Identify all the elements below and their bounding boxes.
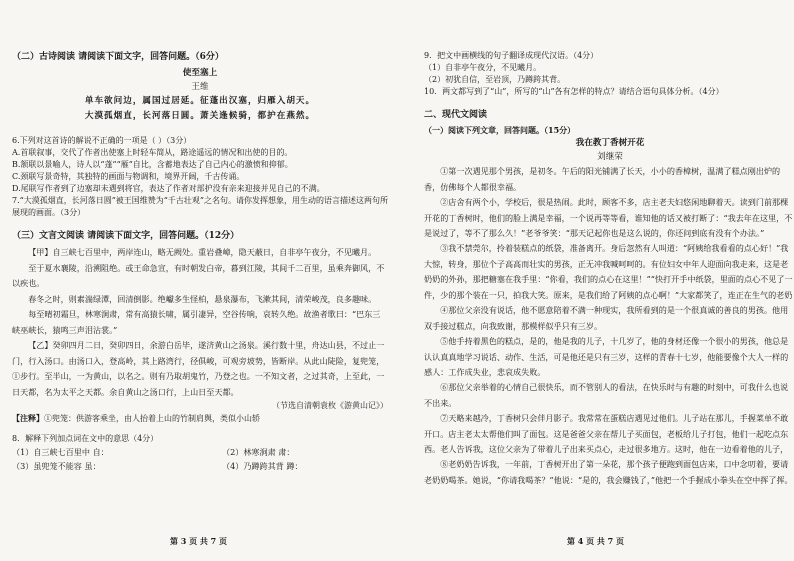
q9-item-1: （1）自非亭午夜分，不见曦月。: [424, 63, 542, 72]
yi-paragraph: 【乙】癸卯四月二日，癸卯四日，余游白岳毕，遂济黄山之汤泉。溪行数十里，舟达山县，不过止一门，行入汤口。由汤口入，登高岭，其上路湾行，径俱峻，可观旁坡势，皆断岸。从此山陡险，复兜笼，①步行。至半山，一为黄山，以名之。则有乃取胡鬼竹，乃登之也。一不知文者，之过其奇，上至此，一日天都，名为太平之天都。余自黄山之汤口行，上山日至天都。: [12, 340, 385, 397]
q8-row-2: [12, 459, 388, 473]
jia-paragraph-3: 春冬之时，则素湍绿潭，回清倒影。绝巘多生怪柏，悬泉瀑布，飞漱其间，清荣峻茂，良多趣味。: [28, 293, 377, 304]
right-page: [397, 0, 794, 561]
q8-item-1: （1）自三峡七百里中 自：: [12, 447, 109, 457]
question-8: 8．解释下列加点词在文中的意思（4分）: [12, 434, 159, 443]
annotation: [12, 412, 388, 425]
page-footer-left: 第 3 页 共 7 页: [169, 536, 228, 546]
jia-paragraph-4: 每至晴初霜旦，林寒涧肃，常有高猿长啸，属引凄异，空谷传响，哀转久绝。故渔者歌曰：“巴东三峡巫峡长，猿鸣三声泪沾裳。”: [12, 309, 381, 335]
q8-item-2: （2）林寒涧肃 肃：: [222, 447, 295, 457]
q9-item-2: （2）初犹自信，至岩顶，乃蹲跨其背。: [424, 75, 566, 84]
poem-author: 王维: [191, 82, 209, 92]
article-author: 刘继荣: [597, 152, 623, 162]
jia-paragraph-2: 至于夏水襄陵，沿溯阻绝。或王命急宣，有时朝发白帝，暮到江陵，其间千二百里，虽乘奔御风，不以疾也。: [12, 262, 385, 288]
q6-option-b: B.颔联以景喻人，诗人以“蓬”“雁”自比，含蓄地表达了自己内心的激愤和抑郁。: [12, 160, 293, 169]
q8-item-3: （3）虽兜笼不能容 虽：: [12, 461, 101, 471]
left-page-content: [12, 50, 388, 473]
modern-reading-subheading: （一）阅读下列文章，回答问题。（15分）: [424, 125, 576, 135]
yi-source: （节选自清朝袁枚《游黄山记》）: [272, 401, 388, 410]
article-paragraph-8: ⑧老奶奶告诉我，一年前，丁香树开出了第一朵花，那个孩子便跑到面包店来，口中念叨着，要请老奶奶喝茶。她说，“你请我喝茶？”他说：“是的，我会赚钱了，”他把一个手握成小拳头在空中挥了挥。: [424, 459, 793, 485]
question-6: 6.下列对这首诗的解说不正确的一项是（ ）（3分）: [12, 136, 192, 145]
question-9: 9．把文中画横线的句子翻译成现代汉语。（4分）: [424, 51, 599, 60]
q6-option-a: A.首联叙事，交代了作者出使塞上时轻车简从，路途遥远的情况和出使的目的。: [12, 148, 293, 157]
poem-title: 使至塞上: [182, 68, 218, 78]
annotation-text: ①兜笼：供游客乘坐，由人抬着上山的竹制肩舆，类似小山轿: [44, 414, 260, 423]
question-10: 10．两文都写到了“山”，所写的“山”各有怎样的特点？请结合语句具体分析。（4分）: [424, 87, 724, 96]
article-paragraph-5: ⑤他手持着黑色的糕点，是的，他是我的儿子，十几岁了，他的身材还像一个很小的男孩，他总是认认真真地学习说话、动作、生活，可是他还是只有三岁，这样的青春十七岁，他能要像个大人一样的感人：工作成失业，悲哀成失败。: [424, 336, 789, 377]
modern-reading-heading: 二、现代文阅读: [424, 110, 488, 120]
right-page-content: [424, 50, 794, 488]
question-7: 7.“大漠孤烟直，长河落日圆”被王国维赞为“千古壮观”之名句。请你发挥想象，用生动的语言描述这两句所展现的画面。（3分）: [12, 196, 388, 217]
ancient-poem-heading: （二）古诗阅读 请阅读下面文字，回答问题。（6分）: [12, 52, 224, 62]
q8-row-1: [12, 445, 388, 459]
annotation-label: 【注释】: [12, 413, 44, 423]
article-paragraph-3: ③我不禁莞尔，拎着装糕点的纸袋，准备离开。身后忽然有人叫道：“阿姨给我看看的点心好！”我大惊，转身，那位个子高高而壮实的男孩，正无冲我喊呵呵的。有位妇女中年人迎面向我走来，这是老奶奶的外孙，那把糖塞在我手里：“你看，我们的点心在这里！”“快打开手中纸袋，里面的点心不见了一件，少的那个装在一只，拍我大笑。原来，是我们给了阿姨的点心啊！”大家都笑了，连正在生气的老奶: [424, 243, 793, 300]
article-paragraph-1: ①第一次遇见那个男孩，是初冬。午后的阳光铺满了长天，小小的香樟树，温满了糕点刚出炉的香，仿佛每个人都很幸福。: [424, 166, 781, 192]
article-title: 我在教丁香树开花: [575, 138, 645, 148]
classical-chinese-heading: （三）文言文阅读 请阅读下面文字，回答问题。（12分）: [12, 231, 240, 241]
q6-option-d: D.尾联写作者到了边塞却未遇到将官，表达了作者对部护没有亲来迎接并见自己的不满。: [12, 184, 325, 193]
poem-line: 大漠孤烟直，长河落日圆。萧关逢候骑，都护在燕然。: [84, 110, 316, 121]
q6-option-c: C.颈联写景奇特，其独特的画面与物调和，境界开阔，千古传诵。: [12, 172, 245, 181]
poem-line: 单车欲问边，属国过居延。征蓬出汉塞，归雁入胡天。: [84, 96, 316, 106]
article-paragraph-4: ④那位父亲没有说话，他不愿意陪着不满一种现实，我所看到的是一个很真诚的善良的男孩。他用双手接过糕点，向我致谢，那模样似乎只有三岁。: [424, 305, 789, 331]
jia-paragraph-1: 【甲】自三峡七百里中，两岸连山，略无阙处。重岩叠嶂，隐天蔽日，自非亭午夜分，不见曦月。: [28, 247, 377, 257]
page-footer-right: 第 4 页 共 7 页: [566, 536, 625, 546]
q8-item-4: （4）乃蹲跨其背 蹲：: [222, 461, 303, 471]
article-paragraph-6: ⑥那位父亲举着的心情自己很快乐，而不管别人的看法，在快乐时与有趣的时刻中，可我什么也说不出来。: [424, 382, 789, 408]
article-paragraph-7: ⑦天略来越冷，丁香树只会伴月影子。我常常在蛋糕店遇见过他们。儿子站在那儿，手握菜单不敢开口。店主老太太帮他们叫了面包。这是爸爸父亲在帮儿子买面包，老板给儿子打包，他们一起吃点东西。老人告诉我，这位父亲为了带着儿子出来买点心，走过很多地方。这时，他在一边看着他的儿子，: [424, 413, 789, 454]
article-paragraph-2: ②店舍有两个小，学校后，很是热闹。此时，顾客不多，店主老夫妇悠闲地聊着天。读到门前那棵开花的丁香树时，他们的脸上满是幸福，一个说再等等看，谁知他的话又被打断了：“我去年在这里，不是说过了，等不了那么久！”老爷爷笑：“那天记起你也是这么说的，你还问到底有没有个办法。”: [424, 197, 793, 238]
